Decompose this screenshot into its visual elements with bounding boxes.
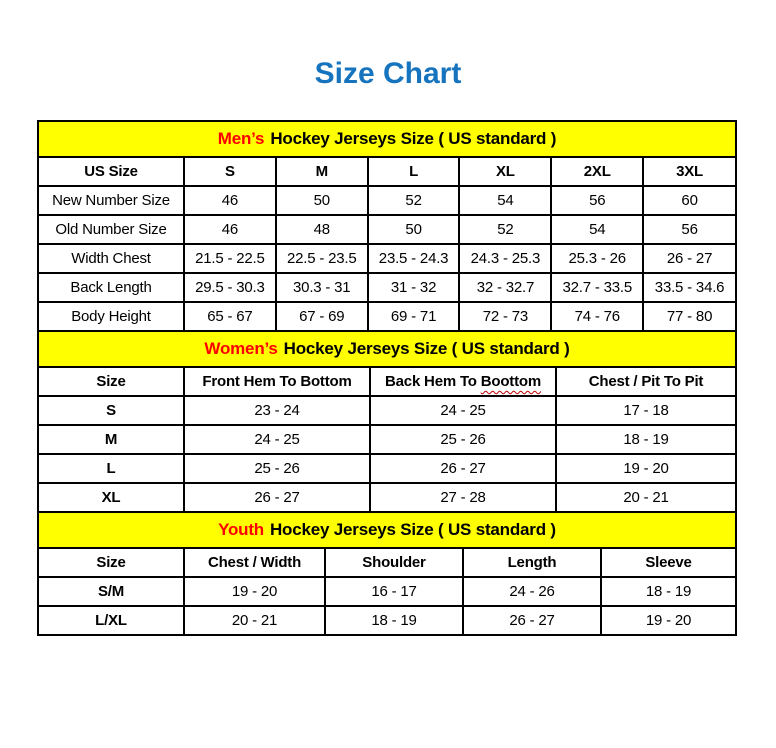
table-row	[39, 425, 735, 454]
column-header: Sleeve	[601, 549, 735, 577]
size-value-cell: 48	[276, 215, 368, 244]
table-row	[39, 273, 735, 302]
column-header	[370, 368, 556, 396]
section-women	[39, 332, 735, 513]
size-value-cell: 50	[368, 215, 460, 244]
size-value-cell: 67 - 69	[276, 302, 368, 331]
size-value-cell: 26 - 27	[463, 606, 601, 634]
size-value-cell: 21.5 - 22.5	[184, 244, 276, 273]
table-row	[39, 483, 735, 512]
size-value-cell: 52	[368, 186, 460, 215]
column-header: L	[368, 158, 460, 186]
size-value-cell: 24.3 - 25.3	[459, 244, 551, 273]
size-value-cell: 19 - 20	[645, 612, 692, 629]
men-banner-highlight: Men’s	[217, 129, 265, 148]
table-row	[39, 302, 735, 331]
size-value-cell: 24 - 25	[184, 425, 370, 454]
size-value-cell: 17 - 18	[556, 396, 735, 425]
column-header: Chest / Width	[184, 549, 325, 577]
men-table	[39, 158, 735, 332]
size-value-cell: 20 - 21	[184, 606, 325, 634]
size-value-cell: 46	[184, 215, 276, 244]
misspelled-word: Boottom	[480, 373, 541, 390]
table-row	[39, 577, 735, 606]
row-label: S/M	[39, 577, 184, 606]
table-row	[39, 396, 735, 425]
page-title: Size Chart	[314, 57, 462, 90]
column-header: S	[184, 158, 276, 186]
women-banner	[39, 332, 735, 368]
youth-banner	[39, 513, 735, 549]
column-header: Front Hem To Bottom	[184, 368, 370, 396]
size-chart	[37, 120, 737, 636]
column-header: Size	[39, 368, 184, 396]
size-value-cell: 65 - 67	[184, 302, 276, 331]
size-value-cell: 30.3 - 31	[276, 273, 368, 302]
size-value-cell: 26 - 27	[370, 454, 556, 483]
size-value-cell: 25 - 26	[184, 454, 370, 483]
size-value-cell: 23.5 - 24.3	[368, 244, 460, 273]
size-value-cell: 54	[459, 186, 551, 215]
women-banner-highlight: Women’s	[204, 339, 278, 358]
size-value-cell: 27 - 28	[370, 483, 556, 512]
size-value-cell: 31 - 32	[368, 273, 460, 302]
row-label: M	[39, 425, 184, 454]
column-header: 2XL	[551, 158, 643, 186]
size-value-cell: 20 - 21	[556, 483, 735, 512]
youth-banner-text: Hockey Jerseys Size ( US standard )	[269, 520, 556, 539]
row-label: Back Length	[39, 273, 184, 302]
size-value-cell: 54	[551, 215, 643, 244]
row-label: L/XL	[39, 606, 184, 634]
size-value-cell: 72 - 73	[459, 302, 551, 331]
row-label: Body Height	[39, 302, 184, 331]
table-row	[39, 186, 735, 215]
column-header: Shoulder	[325, 549, 463, 577]
size-value-cell: 16 - 17	[325, 577, 463, 606]
column-header: Chest / Pit To Pit	[556, 368, 735, 396]
size-value-cell: 26 - 27	[643, 244, 735, 273]
size-value-cell: 69 - 71	[368, 302, 460, 331]
size-value-cell: 24 - 25	[370, 396, 556, 425]
size-value-cell: 32 - 32.7	[459, 273, 551, 302]
size-value-cell: 24 - 26	[463, 577, 601, 606]
row-label: New Number Size	[39, 186, 184, 215]
size-value-cell: 33.5 - 34.6	[643, 273, 735, 302]
table-row	[39, 454, 735, 483]
row-label: Old Number Size	[39, 215, 184, 244]
youth-banner-highlight: Youth	[218, 520, 264, 539]
men-banner-text: Hockey Jerseys Size ( US standard )	[270, 129, 557, 148]
header-row	[39, 368, 735, 396]
row-label: S	[39, 396, 184, 425]
column-header: Length	[463, 549, 601, 577]
column-header: 3XL	[643, 158, 735, 186]
size-value-cell: 18 - 19	[601, 577, 735, 606]
women-banner-text: Hockey Jerseys Size ( US standard )	[283, 339, 570, 358]
size-value-cell: 23 - 24	[184, 396, 370, 425]
table-row	[39, 244, 735, 273]
row-label: L	[39, 454, 184, 483]
size-value-cell: 74 - 76	[551, 302, 643, 331]
size-value-cell: 18 - 19	[556, 425, 735, 454]
header-row	[39, 549, 735, 577]
size-value-cell: 19 - 20	[556, 454, 735, 483]
size-value-cell: 25 - 26	[370, 425, 556, 454]
size-value-cell: 60	[643, 186, 735, 215]
men-banner	[39, 122, 735, 158]
size-value-cell: 18 - 19	[325, 606, 463, 634]
column-header: US Size	[39, 158, 184, 186]
column-header-text: Back Hem To	[385, 373, 481, 390]
size-value-cell: 25.3 - 26	[551, 244, 643, 273]
size-value-cell: 56	[643, 215, 735, 244]
table-row	[39, 215, 735, 244]
section-men	[39, 122, 735, 332]
size-value-cell: 32.7 - 33.5	[551, 273, 643, 302]
section-youth	[39, 513, 735, 634]
table-row	[39, 606, 735, 634]
size-value-cell: 56	[551, 186, 643, 215]
size-value-cell: 29.5 - 30.3	[184, 273, 276, 302]
size-value-cell: 19 - 20	[184, 577, 325, 606]
size-value-cell: 26 - 27	[184, 483, 370, 512]
column-header: Size	[39, 549, 184, 577]
column-header: XL	[459, 158, 551, 186]
row-label: Width Chest	[39, 244, 184, 273]
women-table	[39, 368, 735, 513]
size-value-cell: 50	[276, 186, 368, 215]
header-row	[39, 158, 735, 186]
size-value-cell: 52	[459, 215, 551, 244]
size-value-cell: 46	[184, 186, 276, 215]
youth-table	[39, 549, 735, 634]
row-label: XL	[39, 483, 184, 512]
size-value-cell: 22.5 - 23.5	[276, 244, 368, 273]
size-value-cell: 77 - 80	[643, 302, 735, 331]
column-header: M	[276, 158, 368, 186]
